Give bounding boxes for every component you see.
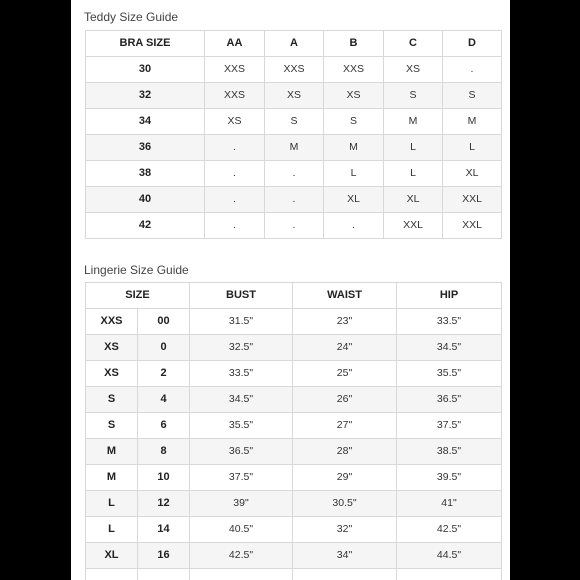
table-row	[86, 135, 502, 161]
teddy-column-header: C	[384, 31, 443, 57]
teddy-size-cell: S	[265, 109, 324, 135]
hip-cell: 35.5"	[397, 361, 502, 387]
teddy-size-cell: XS	[384, 57, 443, 83]
hip-cell: 41"	[397, 491, 502, 517]
waist-cell: 27"	[293, 413, 397, 439]
lingerie-column-header: SIZE	[86, 283, 190, 309]
teddy-size-cell: M	[443, 109, 502, 135]
bra-size-cell: 36	[86, 135, 205, 161]
table-row	[86, 543, 502, 569]
teddy-size-cell: XXS	[265, 57, 324, 83]
teddy-size-cell: L	[324, 161, 384, 187]
bust-cell: 37.5"	[190, 465, 293, 491]
hip-cell: 38.5"	[397, 439, 502, 465]
teddy-size-cell: L	[384, 161, 443, 187]
teddy-size-cell: XXL	[443, 187, 502, 213]
bust-cell: 31.5"	[190, 309, 293, 335]
hip-cell: 34.5"	[397, 335, 502, 361]
size-number-cell: 14	[138, 517, 190, 543]
size-number-cell: 8	[138, 439, 190, 465]
teddy-column-header: D	[443, 31, 502, 57]
size-number-cell: 2	[138, 361, 190, 387]
lingerie-column-header: WAIST	[293, 283, 397, 309]
waist-cell: 32"	[293, 517, 397, 543]
size-letter-cell	[86, 569, 138, 580]
teddy-size-cell: S	[443, 83, 502, 109]
teddy-size-cell: .	[265, 213, 324, 239]
teddy-column-header: A	[265, 31, 324, 57]
lingerie-column-header: HIP	[397, 283, 502, 309]
teddy-size-cell: XL	[324, 187, 384, 213]
bust-cell: 39"	[190, 491, 293, 517]
teddy-size-cell: .	[265, 161, 324, 187]
waist-cell: 23"	[293, 309, 397, 335]
size-letter-cell: S	[86, 413, 138, 439]
teddy-size-cell: XS	[324, 83, 384, 109]
teddy-column-header: B	[324, 31, 384, 57]
table-row	[86, 361, 502, 387]
bust-cell: 33.5"	[190, 361, 293, 387]
waist-cell: 30.5"	[293, 491, 397, 517]
table-row	[86, 109, 502, 135]
table-row	[86, 491, 502, 517]
table-row	[86, 387, 502, 413]
teddy-size-cell: .	[205, 187, 265, 213]
teddy-size-cell: XS	[265, 83, 324, 109]
teddy-size-cell: M	[384, 109, 443, 135]
size-number-cell: 10	[138, 465, 190, 491]
teddy-size-cell: XS	[205, 109, 265, 135]
teddy-size-cell: S	[324, 109, 384, 135]
teddy-size-cell: .	[443, 57, 502, 83]
teddy-size-cell: .	[205, 161, 265, 187]
table-row	[86, 187, 502, 213]
size-letter-cell: XS	[86, 335, 138, 361]
size-number-cell: 4	[138, 387, 190, 413]
teddy-header-row	[86, 31, 502, 57]
teddy-size-cell: M	[324, 135, 384, 161]
size-letter-cell: M	[86, 439, 138, 465]
bra-size-cell: 38	[86, 161, 205, 187]
hip-cell: 36.5"	[397, 387, 502, 413]
table-row	[86, 213, 502, 239]
size-letter-cell: XXS	[86, 309, 138, 335]
teddy-size-cell: XXS	[324, 57, 384, 83]
table-row	[86, 57, 502, 83]
bust-cell: 35.5"	[190, 413, 293, 439]
teddy-size-cell: L	[384, 135, 443, 161]
size-letter-cell: M	[86, 465, 138, 491]
hip-cell: 33.5"	[397, 309, 502, 335]
waist-cell: 34"	[293, 543, 397, 569]
size-number-cell: 12	[138, 491, 190, 517]
size-letter-cell: XS	[86, 361, 138, 387]
lingerie-header-row	[86, 283, 502, 309]
bra-size-cell: 30	[86, 57, 205, 83]
lingerie-size-table	[85, 282, 502, 580]
teddy-size-cell: L	[443, 135, 502, 161]
size-number-cell: 16	[138, 543, 190, 569]
table-row	[86, 83, 502, 109]
teddy-size-cell: XL	[443, 161, 502, 187]
teddy-column-header: AA	[205, 31, 265, 57]
teddy-size-cell: .	[265, 187, 324, 213]
table-row	[86, 517, 502, 543]
bra-size-cell: 32	[86, 83, 205, 109]
bra-size-cell: 40	[86, 187, 205, 213]
bust-cell: 40.5"	[190, 517, 293, 543]
teddy-column-header: BRA SIZE	[86, 31, 205, 57]
size-guide-page	[71, 0, 510, 580]
size-letter-cell: S	[86, 387, 138, 413]
table-row	[86, 161, 502, 187]
waist-cell	[293, 569, 397, 580]
bust-cell	[190, 569, 293, 580]
bra-size-cell: 34	[86, 109, 205, 135]
bust-cell: 42.5"	[190, 543, 293, 569]
table-row	[86, 413, 502, 439]
size-number-cell: 00	[138, 309, 190, 335]
bust-cell: 32.5"	[190, 335, 293, 361]
teddy-size-cell: XXS	[205, 83, 265, 109]
teddy-size-cell: .	[324, 213, 384, 239]
teddy-size-cell: .	[205, 213, 265, 239]
table-row	[86, 569, 502, 580]
hip-cell	[397, 569, 502, 580]
size-letter-cell: L	[86, 517, 138, 543]
teddy-size-table	[85, 30, 502, 239]
hip-cell: 42.5"	[397, 517, 502, 543]
waist-cell: 25"	[293, 361, 397, 387]
teddy-size-cell: XXS	[205, 57, 265, 83]
table-row	[86, 309, 502, 335]
teddy-size-cell: S	[384, 83, 443, 109]
hip-cell: 44.5"	[397, 543, 502, 569]
table-row	[86, 335, 502, 361]
lingerie-size-guide-title: Lingerie Size Guide	[84, 263, 189, 277]
teddy-size-cell: M	[265, 135, 324, 161]
size-number-cell: 0	[138, 335, 190, 361]
teddy-size-guide-title: Teddy Size Guide	[84, 10, 179, 24]
waist-cell: 26"	[293, 387, 397, 413]
teddy-size-cell: XL	[384, 187, 443, 213]
bust-cell: 36.5"	[190, 439, 293, 465]
teddy-size-cell: XXL	[384, 213, 443, 239]
size-letter-cell: L	[86, 491, 138, 517]
waist-cell: 24"	[293, 335, 397, 361]
hip-cell: 39.5"	[397, 465, 502, 491]
bra-size-cell: 42	[86, 213, 205, 239]
bust-cell: 34.5"	[190, 387, 293, 413]
teddy-size-cell: XXL	[443, 213, 502, 239]
hip-cell: 37.5"	[397, 413, 502, 439]
size-number-cell	[138, 569, 190, 580]
table-row	[86, 439, 502, 465]
teddy-size-cell: .	[205, 135, 265, 161]
table-row	[86, 465, 502, 491]
size-number-cell: 6	[138, 413, 190, 439]
waist-cell: 28"	[293, 439, 397, 465]
lingerie-column-header: BUST	[190, 283, 293, 309]
size-letter-cell: XL	[86, 543, 138, 569]
waist-cell: 29"	[293, 465, 397, 491]
